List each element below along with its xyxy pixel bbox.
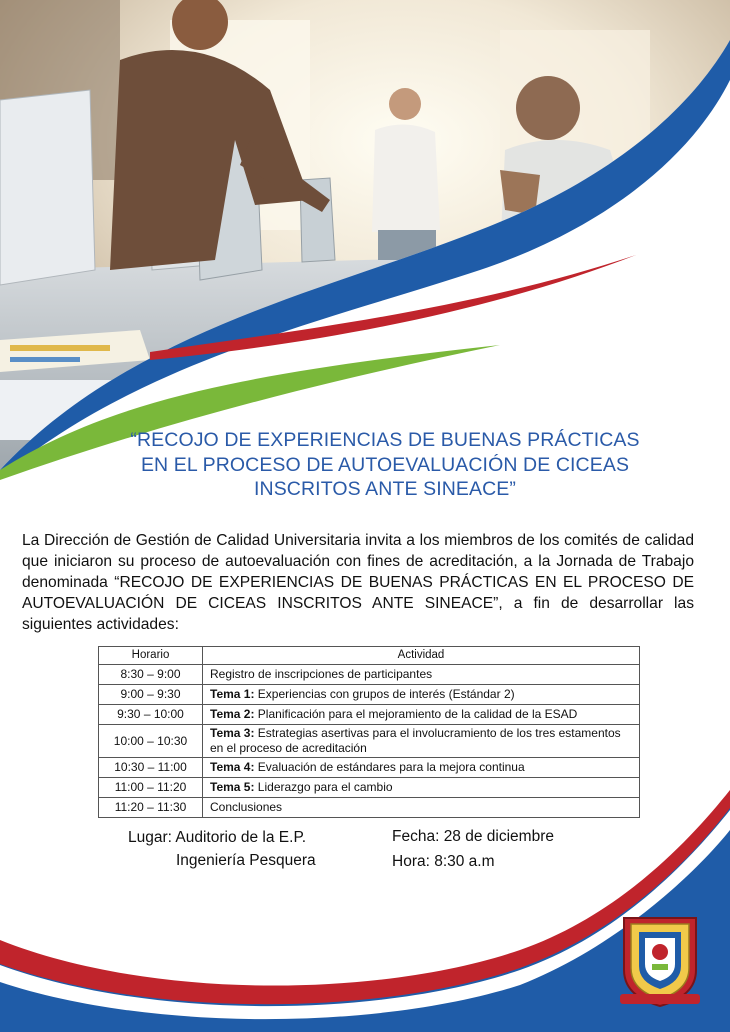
table-row — [99, 725, 640, 758]
table-row — [99, 778, 640, 798]
topic-label: Tema 4: — [210, 760, 255, 774]
header-actividad: Actividad — [203, 647, 640, 665]
activity-text: Evaluación de estándares para la mejora continua — [254, 760, 525, 774]
row-time: 9:00 – 9:30 — [99, 685, 203, 705]
row-activity — [203, 685, 640, 705]
row-time: 11:00 – 11:20 — [99, 778, 203, 798]
topic-label: Tema 2: — [210, 707, 255, 721]
topic-label: Tema 3: — [210, 726, 255, 740]
row-time: 8:30 – 9:00 — [99, 665, 203, 685]
schedule-table — [98, 646, 640, 818]
table-row — [99, 685, 640, 705]
row-time: 9:30 – 10:00 — [99, 705, 203, 725]
row-activity — [203, 798, 640, 818]
row-activity — [203, 758, 640, 778]
row-time: 10:00 – 10:30 — [99, 725, 203, 758]
title-line: EN EL PROCESO DE AUTOEVALUACIÓN DE CICEAS — [140, 453, 630, 476]
topic-label: Tema 1: — [210, 687, 255, 701]
row-time: 11:20 – 11:30 — [99, 798, 203, 818]
row-activity — [203, 778, 640, 798]
row-activity — [203, 665, 640, 685]
title-line: INSCRITOS ANTE SINEACE” — [254, 478, 516, 500]
event-time: Hora: 8:30 a.m — [392, 853, 495, 870]
table-row — [99, 798, 640, 818]
table-row — [99, 705, 640, 725]
topic-label: Tema 5: — [210, 780, 255, 794]
activity-text: Planificación para el mejoramiento de la calidad de la ESAD — [254, 707, 578, 721]
intro-paragraph: La Dirección de Gestión de Calidad Universitaria invita a los miembros de los comités de calidad que iniciaron su proceso de autoevaluación con fines de acreditación, a la Jornada de Trabajo denominada “RECOJO DE EXPERIENCIAS DE BUENAS PRÁCTICAS EN EL PROCESO DE AUTOEVALUACIÓN DE CICEAS INSCRITOS ANTE SINEACE”, a fin de desarrollar las siguientes actividades: — [22, 532, 694, 633]
event-location — [128, 826, 316, 872]
activity-text: Conclusiones — [210, 800, 283, 814]
header-horario: Horario — [99, 647, 203, 665]
activity-text: Experiencias con grupos de interés (Estándar 2) — [254, 687, 515, 701]
row-activity — [203, 705, 640, 725]
activity-text: Liderazgo para el cambio — [254, 780, 393, 794]
title-line: “RECOJO DE EXPERIENCIAS DE BUENAS PRÁCTICAS — [130, 429, 640, 451]
activity-text: Registro de inscripciones de participantes — [210, 667, 433, 681]
row-activity — [203, 725, 640, 758]
location-line: Ingeniería Pesquera — [176, 852, 316, 869]
location-line: Lugar: Auditorio de la E.P. — [128, 829, 307, 846]
event-datetime — [392, 824, 554, 874]
activity-text: Estrategias asertivas para el involucramiento de los tres estamentos en el proceso de acreditación — [210, 726, 621, 755]
table-row — [99, 758, 640, 778]
event-title — [60, 428, 710, 502]
schedule-header-row — [99, 647, 640, 665]
university-seal-icon — [618, 908, 702, 1008]
row-time: 10:30 – 11:00 — [99, 758, 203, 778]
table-row — [99, 665, 640, 685]
event-date: Fecha: 28 de diciembre — [392, 828, 554, 845]
